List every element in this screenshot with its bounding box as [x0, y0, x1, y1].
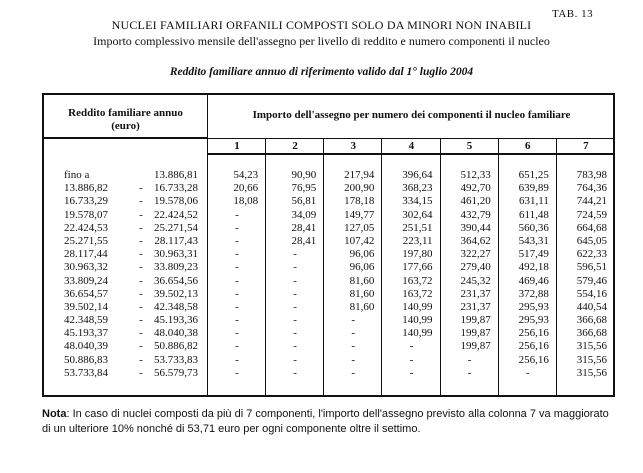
allowance-cell-col-5: 279,40: [460, 261, 491, 274]
allowance-cell-col-1: -: [235, 208, 239, 221]
allowance-cell-col-3: 96,06: [349, 261, 375, 274]
table-row: [44, 327, 615, 340]
allowance-cell-col-7: 315,56: [576, 340, 607, 353]
allowance-cell-col-3: 96,06: [349, 248, 375, 261]
income-range-separator: -: [139, 314, 143, 327]
income-from: 33.809,24: [64, 274, 108, 287]
income-to: 45.193,36: [154, 314, 198, 327]
allowance-cell-col-1: -: [235, 287, 239, 300]
income-range-separator: -: [139, 195, 143, 208]
income-range-separator: -: [139, 300, 143, 313]
allowance-cell-col-2: 34,09: [291, 208, 317, 221]
allowance-cell-col-4: 163,72: [402, 274, 433, 287]
income-from: 53.733,84: [64, 366, 108, 379]
income-range-separator: -: [139, 274, 143, 287]
allowance-cell-col-6: 492,18: [518, 261, 549, 274]
column-header-2: 2: [292, 140, 298, 152]
allowance-cell-col-1: -: [235, 353, 239, 366]
income-from: 36.654,57: [64, 287, 108, 300]
column-header-1: 1: [234, 140, 240, 152]
page-subtitle: Importo complessivo mensile dell'assegno per livello di reddito e numero componenti il nucleo: [93, 34, 550, 48]
table-row: [44, 222, 615, 235]
allowance-cell-col-5: 512,33: [460, 169, 491, 181]
column-header-5: 5: [466, 140, 473, 152]
allowance-cell-col-5: 390,44: [460, 221, 491, 234]
allowance-cell-col-7: 645,05: [576, 234, 607, 247]
amount-column-header: Importo dell'assegno per numero dei componenti il nucleo familiare: [208, 95, 615, 139]
table-row: [44, 169, 615, 182]
allowance-cell-col-6: 295,93: [518, 300, 549, 313]
income-range-separator: -: [139, 234, 143, 247]
allowance-cell-col-4: 223,11: [402, 234, 433, 247]
allowance-cell-col-4: 251,51: [402, 221, 433, 234]
table-row: [44, 354, 615, 367]
allowance-cell-col-4: -: [409, 366, 414, 379]
allowance-cell-col-1: -: [235, 234, 239, 247]
allowance-cell-col-7: 554,16: [576, 287, 607, 300]
allowance-cell-col-5: 364,62: [460, 234, 491, 247]
allowance-cell-col-4: 140,99: [402, 300, 433, 313]
income-from: 25.271,55: [64, 234, 108, 247]
allowance-cell-col-6: 651,25: [518, 169, 549, 181]
allowance-cell-col-7: 366,68: [576, 314, 607, 327]
income-range-separator: -: [139, 287, 143, 300]
allowance-cell-col-5: -: [467, 353, 472, 366]
table-row: [44, 209, 615, 222]
allowance-cell-col-4: 368,23: [402, 182, 433, 195]
column-header-7: 7: [583, 140, 589, 152]
income-range-separator: -: [139, 366, 143, 379]
table-row: [44, 301, 615, 314]
allowance-cell-col-3: 217,94: [344, 169, 375, 181]
allowance-cell-col-6: 611,48: [518, 208, 549, 221]
tab-label: TAB. 13: [552, 8, 594, 20]
income-from: 45.193,37: [64, 327, 108, 340]
reference-line: Reddito familiare annuo di riferimento valido dal 1° luglio 2004: [169, 66, 474, 78]
table-row: [44, 261, 615, 274]
income-to: 42.348,58: [154, 300, 198, 313]
income-from: 48.040,39: [64, 340, 108, 353]
table-row: [44, 340, 615, 353]
allowance-cell-col-3: -: [351, 353, 356, 366]
allowance-cell-col-4: 396,64: [402, 169, 433, 181]
allowance-cell-col-7: 622,33: [576, 248, 607, 261]
allowance-cell-col-2: -: [293, 366, 297, 379]
allowance-cell-col-7: 596,51: [576, 261, 607, 274]
allowance-cell-col-2: 56,81: [291, 195, 317, 208]
income-range-separator: -: [139, 340, 143, 353]
allowance-cell-col-3: 81,60: [349, 300, 375, 313]
note-text: : In caso di nuclei composti da più di 7 componenti, l'importo dell'assegno previsto alla colonna 7 va maggiorato di un ulteriore 10% nonché di 53,71 euro per ogni componente oltre il settimo.: [42, 408, 609, 435]
allowance-cell-col-2: 90,90: [291, 169, 317, 181]
allowance-cell-col-4: 177,66: [402, 261, 433, 274]
allowance-cell-col-6: 256,16: [518, 353, 549, 366]
allowance-cell-col-3: 178,18: [344, 195, 375, 208]
income-to: 48.040,38: [154, 327, 198, 340]
allowance-cell-col-2: -: [293, 340, 297, 353]
allowance-cell-col-3: -: [351, 314, 356, 327]
income-to: 28.117,43: [154, 234, 198, 247]
income-from: 16.733,29: [64, 195, 108, 208]
income-to: 33.809,23: [154, 261, 198, 274]
income-range-separator: -: [139, 208, 143, 221]
income-to: 39.502,13: [154, 287, 198, 300]
income-header-line2: (euro): [111, 120, 140, 132]
allowance-cell-col-1: -: [235, 340, 239, 353]
income-from: 19.578,07: [64, 208, 108, 221]
allowance-cell-col-4: 140,99: [402, 314, 433, 327]
income-from: 42.348,59: [64, 314, 108, 327]
income-range-separator: -: [139, 248, 143, 261]
allowance-cell-col-5: 322,27: [460, 248, 491, 261]
allowance-cell-col-2: -: [293, 261, 297, 274]
allowance-cell-col-4: -: [409, 340, 414, 353]
allowance-cell-col-3: 107,42: [344, 234, 375, 247]
allowance-cell-col-7: 440,54: [576, 300, 607, 313]
allowance-cell-col-2: -: [293, 327, 297, 340]
allowance-cell-col-4: 197,80: [402, 248, 433, 261]
income-from: 22.424,53: [64, 221, 108, 234]
allowance-cell-col-5: 245,32: [460, 274, 491, 287]
income-range-separator: -: [139, 353, 143, 366]
allowance-cell-col-5: 231,37: [460, 287, 491, 300]
table-row: [44, 195, 615, 208]
allowance-cell-col-2: 28,41: [291, 234, 317, 247]
column-header-3: 3: [350, 140, 357, 152]
allowance-cell-col-6: 560,36: [518, 221, 549, 234]
income-to: 56.579,73: [154, 366, 198, 379]
income-header-line1: Reddito familiare annuo: [68, 107, 183, 119]
allowance-cell-col-1: -: [235, 248, 239, 261]
allowance-cell-col-1: -: [235, 261, 239, 274]
allowance-cell-col-4: -: [409, 353, 414, 366]
allowance-cell-col-4: 334,15: [402, 195, 433, 208]
allowance-cell-col-3: 81,60: [349, 287, 375, 300]
income-to: 16.733,28: [154, 182, 198, 195]
allowance-cell-col-6: -: [525, 366, 530, 379]
allowance-cell-col-3: 127,05: [344, 221, 375, 234]
income-column-header: [44, 95, 208, 139]
table-row: [44, 275, 615, 288]
allowance-cell-col-7: 783,98: [576, 169, 607, 181]
allowance-cell-col-4: 140,99: [402, 327, 433, 340]
allowance-cell-col-1: -: [235, 327, 239, 340]
allowance-cell-col-2: -: [293, 314, 297, 327]
income-to: 13.886,81: [154, 169, 198, 181]
column-number-header-row: [208, 139, 615, 155]
income-from: 30.963,32: [64, 261, 108, 274]
note-label: Nota: [42, 408, 67, 420]
allowance-table: [42, 93, 615, 397]
allowance-cell-col-6: 295,93: [518, 314, 549, 327]
income-range-separator: -: [139, 327, 143, 340]
income-to: 22.424,52: [154, 208, 198, 221]
income-from: 13.886,82: [64, 182, 108, 195]
allowance-cell-col-3: 81,60: [349, 274, 375, 287]
income-from: fino a: [64, 169, 90, 181]
income-from: 39.502,14: [64, 300, 108, 313]
allowance-cell-col-3: -: [351, 327, 356, 340]
allowance-cell-col-1: -: [235, 314, 239, 327]
allowance-cell-col-6: 517,49: [518, 248, 549, 261]
allowance-cell-col-3: -: [351, 340, 356, 353]
table-body: [44, 169, 615, 380]
allowance-cell-col-6: 372,88: [518, 287, 549, 300]
column-header-6: 6: [524, 140, 531, 152]
allowance-cell-col-5: 432,79: [460, 208, 491, 221]
allowance-cell-col-5: 492,70: [460, 182, 491, 195]
allowance-cell-col-1: -: [235, 221, 239, 234]
page-title: NUCLEI FAMILIARI ORFANILI COMPOSTI SOLO DA MINORI NON INABILI: [111, 18, 532, 32]
allowance-cell-col-2: -: [293, 287, 297, 300]
allowance-cell-col-5: 231,37: [460, 300, 491, 313]
allowance-cell-col-3: 200,90: [344, 182, 375, 195]
allowance-cell-col-5: 199,87: [460, 327, 491, 340]
income-range-separator: -: [139, 221, 143, 234]
allowance-cell-col-6: 543,31: [518, 234, 549, 247]
allowance-cell-col-2: -: [293, 353, 297, 366]
allowance-cell-col-1: 18,08: [233, 195, 259, 208]
income-from: 50.886,83: [64, 353, 108, 366]
income-range-separator: -: [139, 261, 143, 274]
allowance-cell-col-6: 639,89: [518, 182, 549, 195]
allowance-cell-col-1: -: [235, 274, 239, 287]
allowance-cell-col-4: 163,72: [402, 287, 433, 300]
allowance-cell-col-2: -: [293, 300, 297, 313]
column-header-4: 4: [408, 140, 415, 152]
allowance-cell-col-7: 724,59: [576, 208, 607, 221]
allowance-cell-col-5: -: [467, 366, 472, 379]
table-row: [44, 367, 615, 380]
allowance-cell-col-7: 315,56: [576, 353, 607, 366]
allowance-cell-col-2: 76,95: [291, 182, 317, 195]
table-row: [44, 235, 615, 248]
allowance-cell-col-1: 54,23: [233, 169, 259, 181]
allowance-cell-col-6: 469,46: [518, 274, 549, 287]
income-to: 36.654,56: [154, 274, 198, 287]
allowance-cell-col-1: 20,66: [233, 182, 259, 195]
allowance-cell-col-1: -: [235, 300, 239, 313]
allowance-cell-col-7: 315,56: [576, 366, 607, 379]
allowance-cell-col-3: 149,77: [344, 208, 375, 221]
table-row: [44, 248, 615, 261]
allowance-cell-col-1: -: [235, 366, 239, 379]
footnote: [42, 407, 617, 437]
allowance-cell-col-2: -: [293, 274, 297, 287]
income-from: 28.117,44: [64, 248, 108, 261]
income-to: 19.578,06: [154, 195, 198, 208]
income-to: 30.963,31: [154, 248, 198, 261]
allowance-cell-col-5: 199,87: [460, 340, 491, 353]
income-range-separator: -: [139, 182, 143, 195]
allowance-cell-col-6: 256,16: [518, 327, 549, 340]
allowance-cell-col-7: 579,46: [576, 274, 607, 287]
allowance-cell-col-7: 664,68: [576, 221, 607, 234]
allowance-cell-col-3: -: [351, 366, 356, 379]
allowance-cell-col-7: 764,36: [576, 182, 607, 195]
allowance-cell-col-6: 631,11: [518, 195, 549, 208]
allowance-cell-col-7: 744,21: [576, 195, 607, 208]
allowance-cell-col-2: 28,41: [291, 221, 317, 234]
allowance-cell-col-4: 302,64: [402, 208, 433, 221]
table-row: [44, 288, 615, 301]
allowance-cell-col-7: 366,68: [576, 327, 607, 340]
allowance-cell-col-5: 199,87: [460, 314, 491, 327]
allowance-cell-col-2: -: [293, 248, 297, 261]
income-to: 25.271,54: [154, 221, 198, 234]
table-row: [44, 314, 615, 327]
allowance-cell-col-5: 461,20: [460, 195, 491, 208]
income-to: 53.733,83: [154, 353, 198, 366]
table-row: [44, 182, 615, 195]
income-to: 50.886,82: [154, 340, 198, 353]
allowance-cell-col-6: 256,16: [518, 340, 549, 353]
